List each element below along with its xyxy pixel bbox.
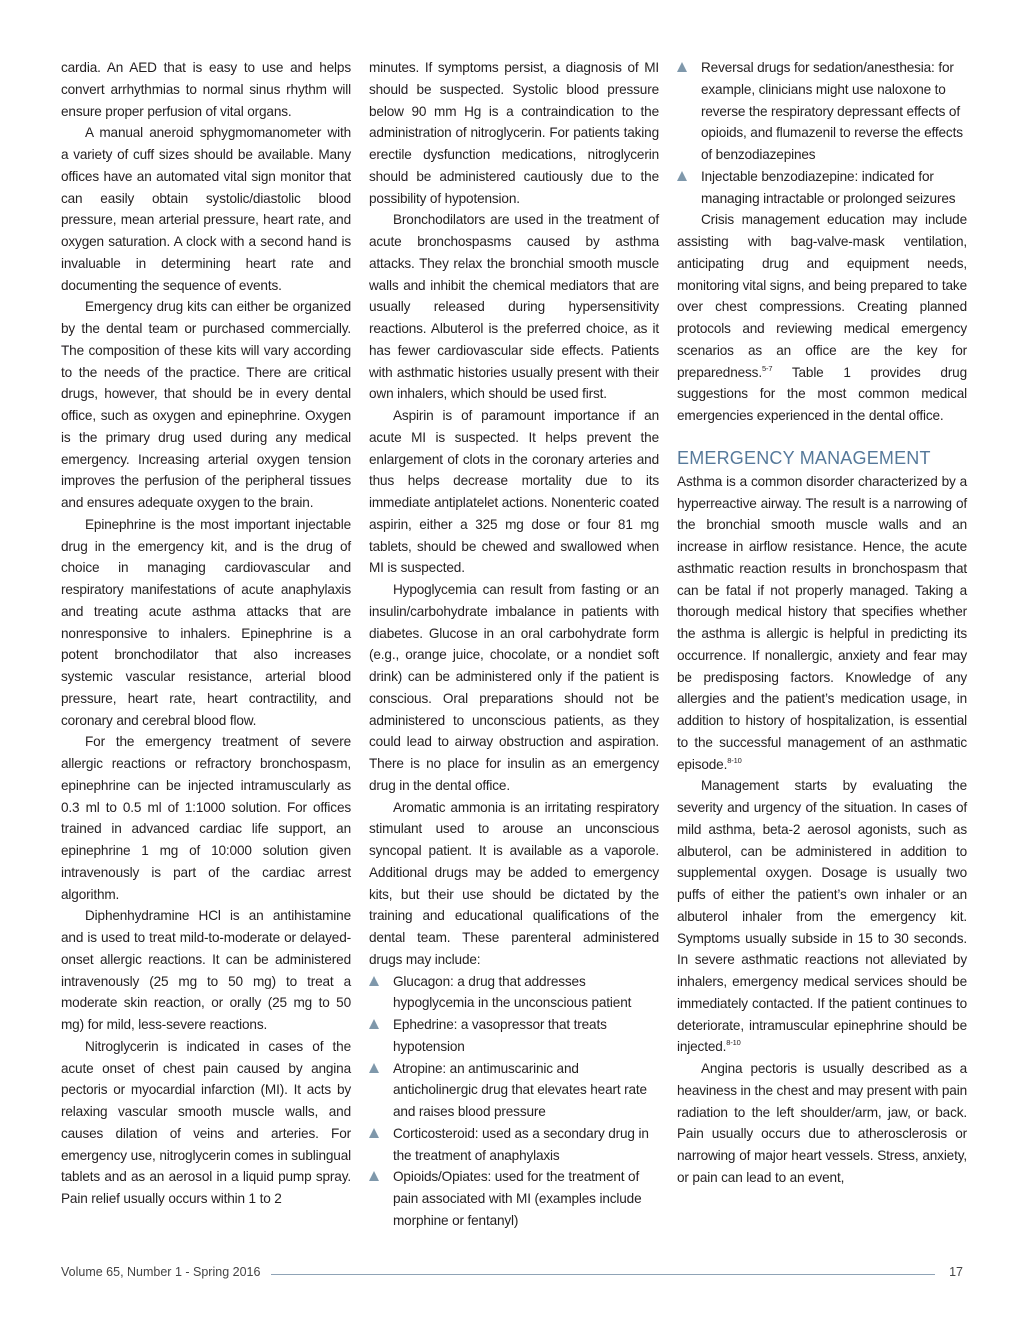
triangle-bullet-icon — [369, 1128, 379, 1138]
list-item-text: Ephedrine: a vasopressor that treats hypotension — [393, 1017, 607, 1054]
body-paragraph: For the emergency treatment of severe allergic reactions or refractory bronchospasm, epinephrine can be injected intramuscularly as 0.3 ml to 0.5 ml of 1:1000 solution. For offices trained in advanced cardiac life support, an epinephrine 1 mg of 10:000 solution given intravenously is part of the cardiac arrest algorithm. — [61, 734, 351, 902]
column-2 — [369, 57, 659, 1232]
body-paragraph: Hypoglycemia can result from fasting or an insulin/carbohydrate imbalance in patients with diabetes. Glucose in an oral carbohydrate form (e.g., orange juice, chocolate, or a nondiet soft drink) can be administered only if the patient is conscious. Oral preparations should not be administered to unconscious patients, as they could lead to airway obstruction and aspiration. There is no place for insulin as an emergency drug in the dental office. — [369, 582, 659, 793]
body-paragraph: Nitroglycerin is indicated in cases of the acute onset of chest pain caused by angina pectoris or myocardial infarction (MI). It acts by relaxing vascular smooth muscle walls, and causes dilation of veins and arteries. For emergency use, nitroglycerin comes in sublingual tablets and as an aerosol in a liquid pump spray. Pain relief usually occurs within 1 to 2 — [61, 1038, 351, 1206]
column-3 — [677, 57, 967, 1189]
body-paragraph: Emergency drug kits can either be organized by the dental team or purchased commercially. The composition of these kits will vary according to the needs of the practice. There are critical drugs, however, that should be in every dental office, such as oxygen and epinephrine. Oxygen is the primary drug used during any medical emergency. Increasing arterial oxygen tension improves the perfusion of the peripheral tissues and ensures adequate oxygen to the brain. — [61, 299, 351, 510]
list-item — [369, 1014, 659, 1058]
drug-list-continued — [677, 57, 967, 209]
section-heading: EMERGENCY MANAGEMENT — [677, 447, 931, 468]
list-item-text: Atropine: an antimuscarinic and anticholinergic drug that elevates heart rate and raises blood pressure — [393, 1060, 647, 1119]
body-paragraph: cardia. An AED that is easy to use and helps convert arrhythmias to normal sinus rhythm will ensure proper perfusion of vital organs. — [61, 60, 351, 119]
body-paragraph: Diphenhydramine HCl is an antihistamine and is used to treat mild-to-moderate or delayed-onset allergic reactions. It can be administered intravenously (25 mg to 50 mg) to treat a moderate skin reaction, or orally (25 mg to 50 mg) for mild, less-severe reactions. — [61, 908, 351, 1032]
page-footer — [61, 1265, 963, 1283]
triangle-bullet-icon — [677, 171, 687, 181]
drug-list — [369, 971, 659, 1232]
body-paragraph: Bronchodilators are used in the treatment of acute bronchospasms caused by asthma attacks. They relax the bronchial smooth muscle walls and inhibit the chemical mediators that are usually released during hypersensitivity reactions. Albuterol is the preferred choice, as it has fewer cardiovascular side effects. Patients with asthmatic histories usually present with their own inhalers, which should be used first. — [369, 212, 659, 402]
list-item — [677, 166, 967, 210]
issue-label: Volume 65, Number 1 - Spring 2016 — [61, 1265, 261, 1279]
triangle-bullet-icon — [677, 62, 687, 72]
list-item-text: Reversal drugs for sedation/anesthesia: for example, clinicians might use naloxone to reverse the respiratory depressant effects of opioids, and flumazenil to reverse the effects of benzodiazepines — [701, 60, 963, 162]
body-paragraph: A manual aneroid sphygmomanometer with a variety of cuff sizes should be available. Many offices have an automated vital sign monitor that can easily obtain systolic/diastolic blood pressure, mean arterial pressure, heart rate, and oxygen saturation. A clock with a second hand is invaluable in determining heart rate and documenting the sequence of events. — [61, 125, 351, 293]
body-paragraph: Angina pectoris is usually described as a heaviness in the chest and may present with pain radiation to the left shoulder/arm, jaw, or back. Pain usually occurs due to atherosclerosis or narrowing of major heart vessels. Stress, anxiety, or pain can lead to an event, — [677, 1061, 967, 1185]
triangle-bullet-icon — [369, 976, 379, 986]
triangle-bullet-icon — [369, 1171, 379, 1181]
paragraph-text: Asthma is a common disorder characterized by a hyperreactive airway. The result is a narrowing of the bronchial smooth muscle walls and an increase in airflow resistance. Hence, the acute asthmatic reaction results in bronchospasm that can be fatal if not properly managed. Taking a thorough medical history that specifies whether the asthma is allergic is helpful in predicting its occurrence. If nonallergic, anxiety and fear may be predisposing factors. Knowledge of any allergies and the patient’s medication usage, in addition to history of hospitalization, is essential to the successful management of an asthmatic episode. — [677, 473, 967, 772]
list-item-text: Opioids/Opiates: used for the treatment of pain associated with MI (examples include morphine or fentanyl) — [393, 1169, 642, 1228]
paragraph-text: Management starts by evaluating the severity and urgency of the situation. In cases of mild asthma, beta-2 aerosol agonists, such as albuterol, can be administered in addition to supplemental oxygen. Dosage is usually two puffs of either the patient’s own inhaler or an albuterol inhaler from the emergency kit. Symptoms usually subside in 15 to 30 seconds. In severe asthmatic reactions not alleviated by inhalers, emergency medical services should be immediately contacted. If the patient continues to deteriorate, intramuscular epinephrine should be injected. — [677, 778, 967, 1055]
triangle-bullet-icon — [369, 1063, 379, 1073]
list-item-text: Glucagon: a drug that addresses hypoglycemia in the unconscious patient — [393, 973, 632, 1011]
list-item — [677, 57, 967, 166]
list-item-text: Corticosteroid: used as a secondary drug in the treatment of anaphylaxis — [393, 1125, 649, 1163]
body-paragraph — [677, 775, 967, 1058]
list-item — [369, 1166, 659, 1231]
body-paragraph — [677, 471, 967, 776]
column-1 — [61, 57, 351, 1210]
footer-divider — [271, 1274, 935, 1275]
reference-marker: 8-10 — [726, 1038, 741, 1048]
reference-marker: 5-7 — [761, 363, 773, 373]
list-item — [369, 971, 659, 1015]
paragraph-text: Table 1 provides drug suggestions for the most common medical emergencies experienced in the dental office. — [677, 364, 967, 423]
body-paragraph: Aromatic ammonia is an irritating respiratory stimulant used to arouse an unconscious syncopal patient. It is available as a vaporole. Additional drugs may be added to emergency kits, but their use should be dictated by the training and educational qualifications of the dental team. These parenteral administered drugs may include: — [369, 799, 659, 967]
paragraph-text: Crisis management education may include assisting with bag-valve-mask ventilation, anticipating drug and equipment needs, monitoring vital signs, and being prepared to take over chest compressions. Creating planned protocols and reviewing medical emergency scenarios as an office are the key for preparedness. — [677, 212, 967, 380]
page-number: 17 — [949, 1265, 963, 1279]
list-item-text: Injectable benzodiazepine: indicated for managing intractable or prolonged seizures — [701, 168, 956, 206]
body-paragraph: Epinephrine is the most important injectable drug in the emergency kit, and is the drug of choice in managing cardiovascular and respiratory manifestations of acute anaphylaxis and treating acute asthma attacks that are nonresponsive to inhalers. Epinephrine is a potent bronchodilator that also increases systemic vascular resistance, arterial blood pressure, heart rate, heart contractility, and coronary and cerebral blood flow. — [61, 516, 351, 728]
triangle-bullet-icon — [369, 1019, 379, 1029]
list-item — [369, 1123, 659, 1167]
body-paragraph: minutes. If symptoms persist, a diagnosis of MI should be suspected. Systolic blood pressure below 90 mm Hg is a contraindication to the administration of nitroglycerin. For patients taking erectile dysfunction medications, nitroglycerin should be administered cautiously due to the possibility of hypotension. — [369, 60, 659, 206]
reference-marker: 8-10 — [727, 755, 742, 765]
list-item — [369, 1058, 659, 1123]
body-paragraph — [677, 209, 967, 427]
body-paragraph: Aspirin is of paramount importance if an acute MI is suspected. It helps prevent the enlargement of clots in the coronary arteries and thus helps decrease mortality due to its immediate antiplatelet actions. Nonenteric coated aspirin, either a 325 mg dose or four 81 mg tablets, should be chewed and swallowed when MI is suspected. — [369, 408, 659, 576]
